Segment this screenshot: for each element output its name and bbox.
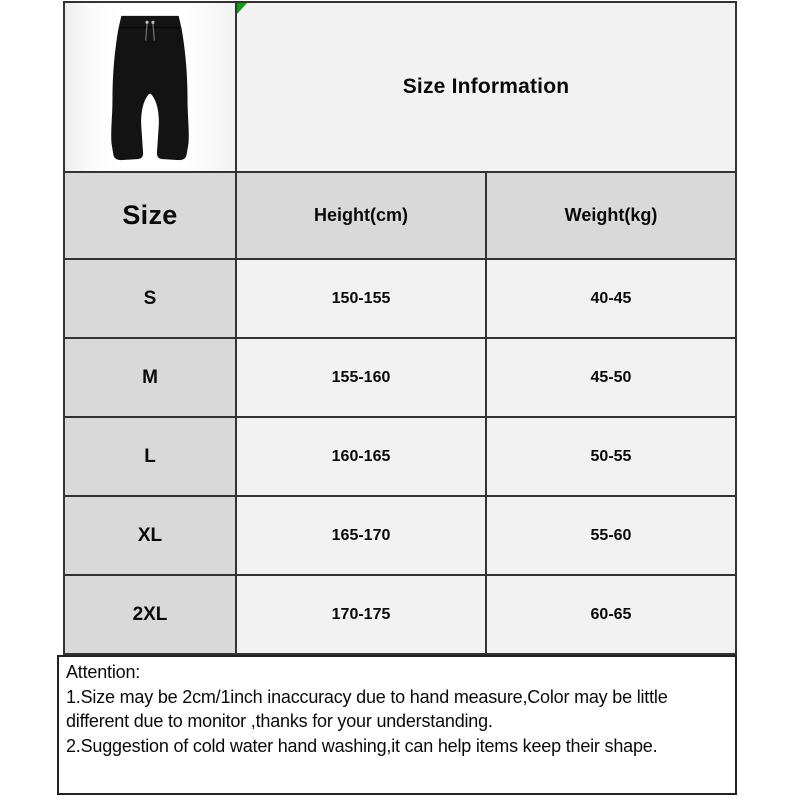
attention-title: Attention:: [66, 662, 141, 682]
size-cell: L: [64, 417, 236, 496]
table-row: [64, 259, 736, 338]
attention-note-line: 1.Size may be 2cm/1inch inaccuracy due to hand measure,Color may be little: [66, 686, 668, 707]
column-header-weight: Weight(kg): [486, 172, 736, 259]
size-cell: M: [64, 338, 236, 417]
table-row: [64, 496, 736, 575]
size-chart-table: [63, 1, 737, 655]
height-cell: 170-175: [236, 575, 486, 654]
table-header-row: [64, 172, 736, 259]
size-cell: 2XL: [64, 575, 236, 654]
size-chart-wrapper: [63, 1, 737, 655]
height-cell: 155-160: [236, 338, 486, 417]
product-photo: [65, 3, 235, 171]
attention-note-line: 2.Suggestion of cold water hand washing,it can help items keep their shape.: [66, 735, 658, 756]
page-title: Size Information: [402, 75, 570, 98]
attention-box: [57, 655, 737, 795]
table-row: [64, 575, 736, 654]
column-header-size: Size: [64, 172, 236, 259]
size-cell: XL: [64, 496, 236, 575]
waistband-seam: [120, 27, 179, 29]
sweatpants-image: [87, 8, 213, 166]
weight-cell: 60-65: [486, 575, 736, 654]
photo-title-row: [64, 2, 736, 172]
height-cell: 165-170: [236, 496, 486, 575]
table-row: [64, 338, 736, 417]
weight-cell: 50-55: [486, 417, 736, 496]
size-information-title-cell: [236, 2, 736, 172]
height-cell: 160-165: [236, 417, 486, 496]
weight-cell: 45-50: [486, 338, 736, 417]
weight-cell: 40-45: [486, 259, 736, 338]
height-cell: 150-155: [236, 259, 486, 338]
drawstring-eyelet: [145, 21, 148, 24]
attention-note-line: different due to monitor ,thanks for your understanding.: [66, 711, 493, 731]
table-row: [64, 417, 736, 496]
green-corner-marker-icon: [237, 3, 247, 14]
product-photo-cell: [64, 2, 236, 172]
weight-cell: 55-60: [486, 496, 736, 575]
size-cell: S: [64, 259, 236, 338]
drawstring-eyelet: [151, 21, 154, 24]
column-header-height: Height(cm): [236, 172, 486, 259]
sweatpants-silhouette: [111, 16, 189, 160]
